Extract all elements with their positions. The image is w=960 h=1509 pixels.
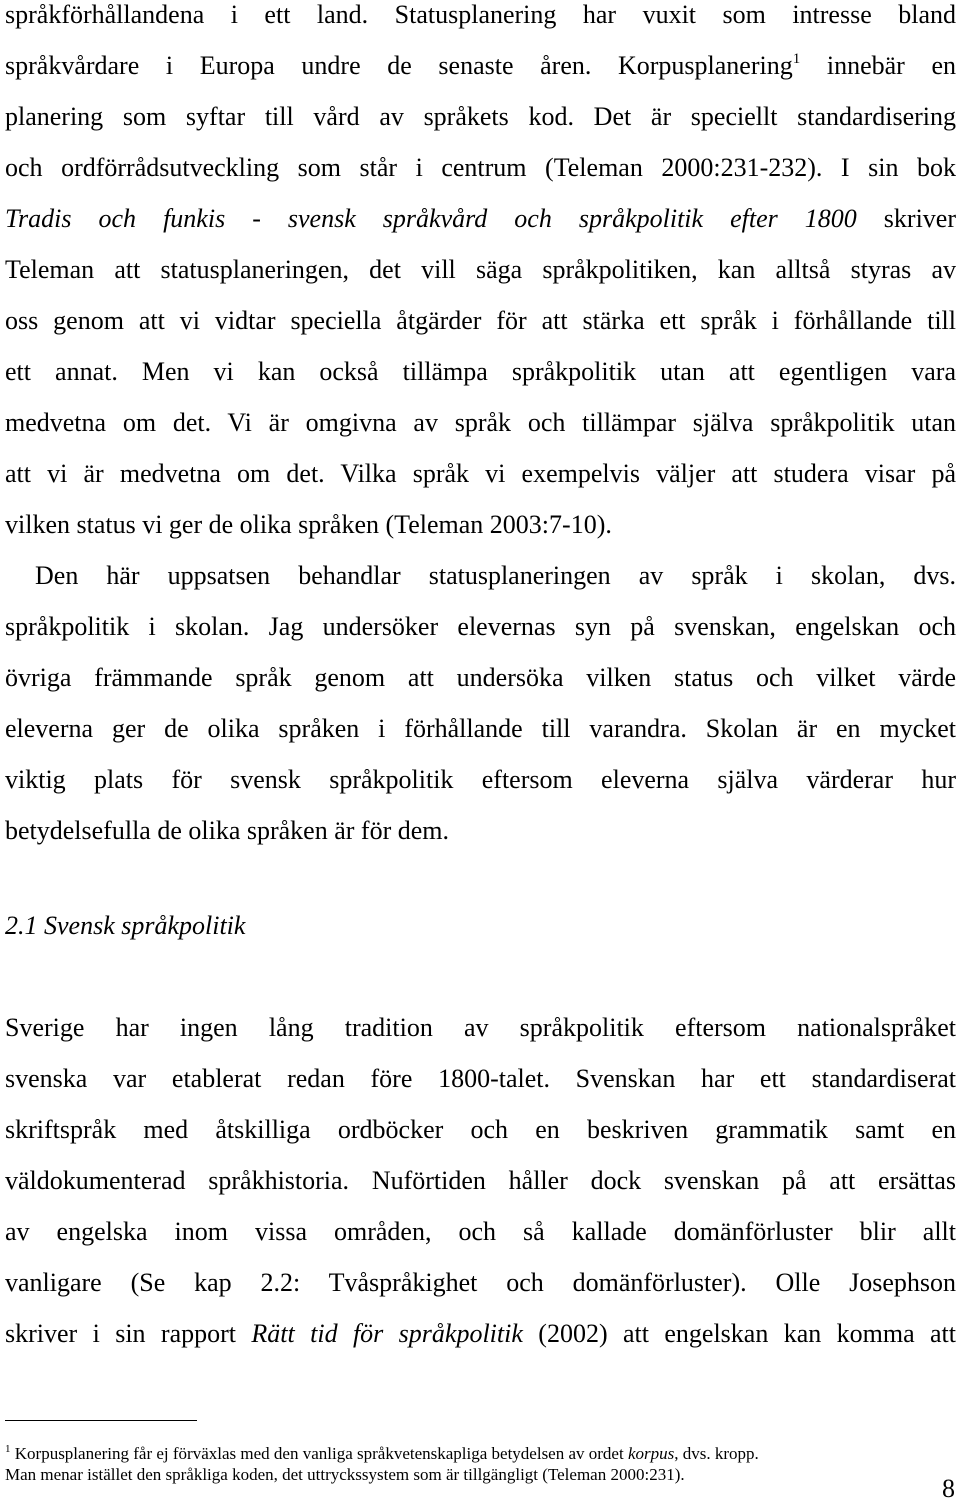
text-line: av engelska inom vissa områden, och så kallade domänförluster blir allt <box>5 1217 956 1246</box>
section-heading: 2.1 Svensk språkpolitik <box>5 911 246 940</box>
report-title: Rätt tid för språkpolitik <box>251 1319 523 1348</box>
footnote-line: $^1$ Korpusplanering får ej förväxlas med den vanliga språkvetenskapliga betydelsen av ordet korpus, dvs. kropp. <box>5 1443 759 1463</box>
text-line: medvetna om det. Vi är omgivna av språk och tillämpar själva språkpolitik utan <box>5 408 956 437</box>
text-line: Tradis och funkis - svensk språkvård och språkpolitik efter 1800 skriver <box>5 204 956 233</box>
text-line: språkförhållandena i ett land. Statusplanering har vuxit som intresse bland <box>5 0 956 29</box>
text-line: viktig plats för svensk språkpolitik eftersom eleverna själva värderar hur <box>5 765 956 794</box>
text-line: och ordförrådsutveckling som står i centrum (Teleman 2000:231-232). I sin bok <box>5 153 956 182</box>
text-line: övriga främmande språk genom att undersöka vilken status och vilket värde <box>5 663 956 692</box>
text-line: Sverige har ingen lång tradition av språkpolitik eftersom nationalspråket <box>5 1013 956 1042</box>
text-line: svenska var etablerat redan före 1800-talet. Svenskan har ett standardiserat <box>5 1064 956 1093</box>
text-line: eleverna ger de olika språken i förhållande till varandra. Skolan är en mycket <box>5 714 956 743</box>
text-line: väldokumenterad språkhistoria. Nuförtiden håller dock svenskan på att ersättas <box>5 1166 956 1195</box>
page-number: 8 <box>942 1474 955 1503</box>
text-line: oss genom att vi vidtar speciella åtgärder för att stärka ett språk i förhållande till <box>5 306 956 335</box>
text-line: betydelsefulla de olika språken är för dem. <box>5 816 449 845</box>
text-line: skriftspråk med åtskilliga ordböcker och en beskriven grammatik samt en <box>5 1115 956 1144</box>
paragraph-svensk-sprakpolitik <box>5 1002 956 1359</box>
footnote-reference: 1 <box>792 51 801 67</box>
text-line: språkvårdare i Europa undre de senaste åren. Korpusplanering$^1$ innebär en <box>5 51 956 80</box>
text-line: Den här uppsatsen behandlar statusplaneringen av språk i skolan, dvs. <box>35 561 956 590</box>
paragraph-statusplanering <box>5 0 956 550</box>
footnote-separator <box>5 1420 197 1421</box>
footnote-line: Man menar istället den språkliga koden, det uttryckssystem som är tillgängligt (Teleman 2000:231). <box>5 1465 685 1484</box>
text-line: vilken status vi ger de olika språken (Teleman 2003:7-10). <box>5 510 612 539</box>
text-line: skriver i sin rapport Rätt tid för språkpolitik (2002) att engelskan kan komma att <box>5 1319 957 1348</box>
book-title: Tradis och funkis - svensk språkvård och språkpolitik efter 1800 <box>5 204 857 233</box>
text-line: planering som syftar till vård av språkets kod. Det är speciellt standardisering <box>5 102 956 131</box>
text-line: Teleman att statusplaneringen, det vill säga språkpolitiken, kan alltså styras av <box>5 255 956 284</box>
paragraph-uppsatsen <box>5 550 956 856</box>
footnote-marker: 1 <box>5 1443 11 1455</box>
text-line: språkpolitik i skolan. Jag undersöker elevernas syn på svenskan, engelskan och <box>5 612 956 641</box>
text-line: vanligare (Se kap 2.2: Tvåspråkighet och domänförluster). Olle Josephson <box>5 1268 956 1297</box>
text-line: att vi är medvetna om det. Vilka språk vi exempelvis väljer att studera visar på <box>5 459 956 488</box>
text-line: ett annat. Men vi kan också tillämpa språkpolitik utan att egentligen vara <box>5 357 956 386</box>
